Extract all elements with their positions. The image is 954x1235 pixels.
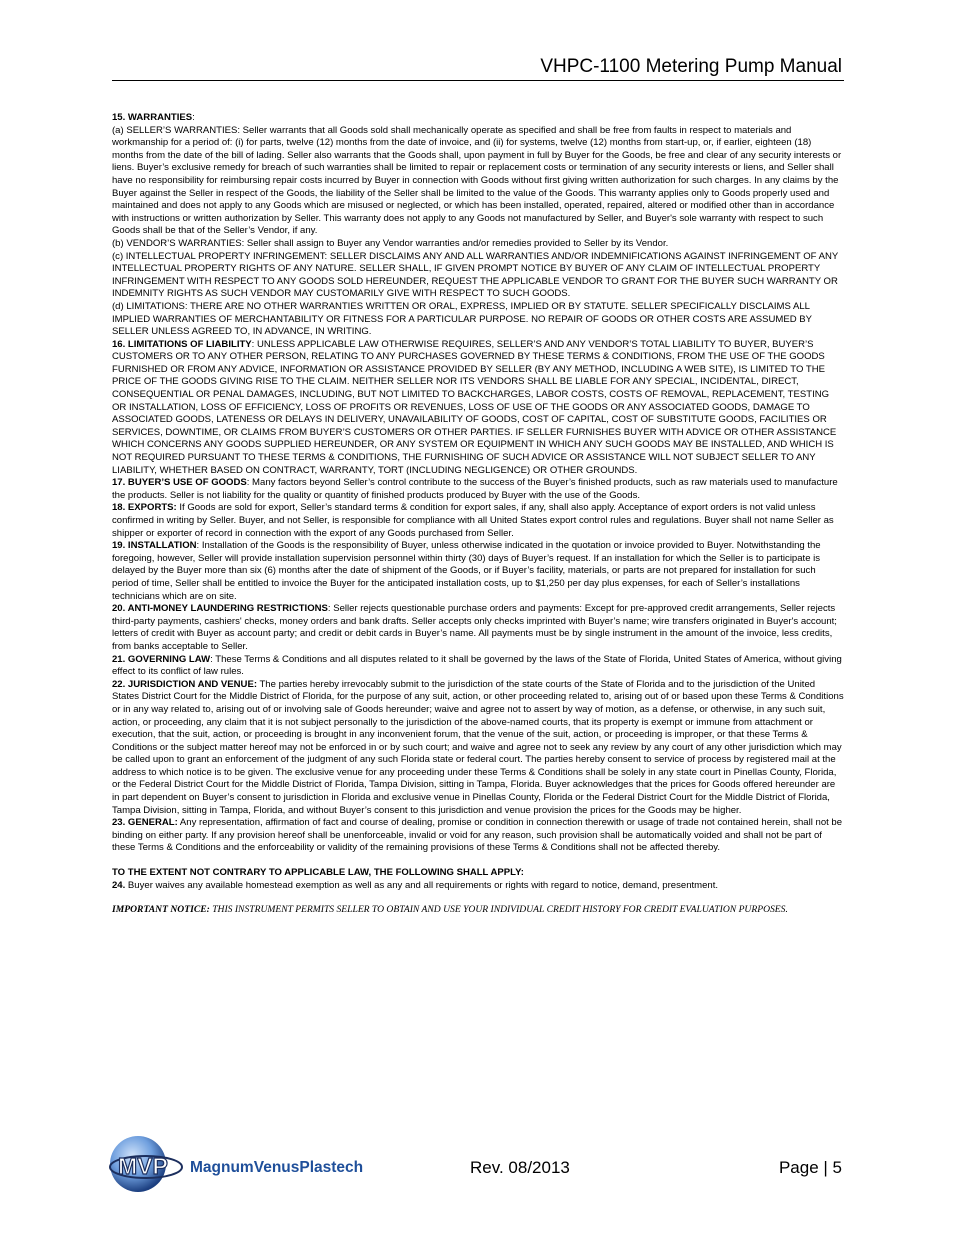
section-21-text: : These Terms & Conditions and all disputes related to it shall be governed by the laws of the State of Florida, United States of America, without giving effect to its conflict of law rules. [112, 653, 842, 678]
section-23-text: Any representation, affirmation of fact and course of dealing, promise or condition in connection therewith or usage of trade not contained herein, shall not be binding on either party. If any provision hereof shall be unenforceable, invalid or void for any reason, such provision shall be automatically voided and shall not be part of these Terms & Conditions and the enforceability or validity of the remaining provisions of these Terms & Conditions shall not be affected thereby. [112, 817, 843, 854]
section-21-heading: 21. GOVERNING LAW [112, 653, 211, 665]
logo-company-name: MagnumVenusPlastech [190, 1159, 364, 1176]
section-19-heading: 19. INSTALLATION [112, 540, 197, 552]
section-17-heading: 17. BUYER’S USE OF GOODS [112, 477, 247, 489]
section-15b: (b) VENDOR’S WARRANTIES: Seller shall assign to Buyer any Vendor warranties and/or remedies provided to Seller by its Vendor. [112, 237, 669, 249]
section-20 [112, 603, 844, 653]
document-title: VHPC-1100 Metering Pump Manual [540, 56, 842, 77]
logo-letters: MVP [118, 1153, 168, 1179]
important-notice [112, 904, 844, 917]
section-24-heading: 24. [112, 879, 126, 891]
section-16-heading: 16. LIMITATIONS OF LIABILITY [112, 338, 252, 350]
section-15d: (d) LIMITATIONS: THERE ARE NO OTHER WARRANTIES WRITTEN OR ORAL, EXPRESS, IMPLIED OR BY STATUTE. SELLER SPECIFICALLY DISCLAIMS ALL IMPLIED WARRANTIES OF MERCHANTABILITY OR FITNESS FOR A PARTICULAR PURPOSE. NO REPAIR OF GOODS OR OTHER COSTS ARE ASSUMED BY SELLER UNLESS AGREED TO, IN ADVANCE, IN WRITING. [112, 300, 812, 338]
section-22-heading: 22. JURISDICTION AND VENUE: [112, 678, 257, 690]
section-23-heading: 23. GENERAL: [112, 817, 178, 829]
section-15-heading: 15. WARRANTIES: [112, 112, 195, 123]
company-logo [108, 1134, 398, 1196]
section-24-text: Buyer waives any available homestead exemption as well as any and all requirements or rights with regard to notice, demand, presentment. [125, 879, 719, 891]
section-20-heading: 20. ANTI-MONEY LAUNDERING RESTRICTIONS [112, 603, 328, 615]
section-19-text: : Installation of the Goods is the responsibility of Buyer, unless otherwise indicated in the quotation or invoice provided to Buyer. Notwithstanding the foregoing, however, Seller will provide installation supervision personnel within thirty (30) days of Buyer’s request. If an installation for which the Seller is to participate is delayed by the Buyer more than six (6) months after the date of shipment of the Goods, or if Buyer’s facility, materials, or parts are not prepared for installation for such period of time, Seller shall be entitled to invoice the Buyer for the anticipated installation costs, up to $1,250 per day plus expenses, for each of Seller’s installations technicians which are on site. [112, 540, 821, 602]
section-22-text: The parties hereby irrevocably submit to the jurisdiction of the state courts of the State of Florida and to the jurisdiction of the United States District Court for the Middle District of Florida, for the purpose of any suit, action, or other proceeding related to, arising out of or based upon these Terms & Conditions or in any way related to, arising out of or involving sale of Goods hereunder; waive and agree not to assert by way of motion, as a defense, or otherwise, in any such suit, action, or proceeding, any claim that it is not subject personally to the jurisdiction of the above-named courts, that its property is exempt or immune from attachment or execution, that the suit, action, or proceeding is brought in any inconvenient forum, that the venue of the suit, action, or proceeding is improper, or that these Terms & Conditions or the subject matter hereof may not be enforced in or by such court; and waive and agree not to seek any review by any court of any other jurisdiction which may be called upon to grant an enforcement of the judgment of any such Florida state or federal court. The parties hereby consent to service of process by registered mail at the address to which notice is to be given. The exclusive venue for any proceeding under these Terms & Conditions shall be solely in any state court in Pinellas County, Florida, or the Federal District Court for the Middle District of Florida, Tampa Division, sitting in Tampa, Florida. Buyer acknowledges that the prices for Goods offered hereunder are in part dependent on Buyer’s consent to jurisdiction in Florida and exclusive venue in Pinellas County, Florida or the Federal District Court for the Middle District of Florida, Tampa Division, sitting in Tampa, Florida, and without Buyer’s consent to this jurisdiction and venue provision the prices for the Goods may be higher. [112, 678, 844, 816]
revision-date: Rev. 08/2013 [470, 1158, 570, 1177]
section-18-text: If Goods are sold for export, Seller’s standard terms & condition for export sales, if any, shall also apply. Acceptance of export orders is not valid unless confirmed in writing by Seller. Buyer, and not Seller, is responsible for compliance with all United States export control rules and regulations. Buyer shall not name Seller as shipper or exporter of record in connection with the export of any Goods purchased from Seller. [112, 502, 834, 539]
page-number: Page | 5 [778, 1158, 842, 1177]
section-23 [112, 817, 844, 855]
section-19 [112, 540, 844, 603]
header-divider [112, 80, 844, 81]
section-16-text: : UNLESS APPLICABLE LAW OTHERWISE REQUIRES, SELLER’S AND ANY VENDOR’S TOTAL LIABILITY TO BUYER, BUYER’S CUSTOMERS OR TO ANY OTHER PERSON, RELATING TO ANY PURCHASES GOVERNED BY THESE TERMS & CONDITIONS, FROM THE USE OF THE GOODS FURNISHED OR FROM ANY ADVICE, INFORMATION OR ASSISTANCE PROVIDED BY SELLER (BY ANY METHOD, INCLUDING A WEB SITE), IS LIMITED TO THE PRICE OF THE GOODS GIVING RISE TO THE CLAIM. NEITHER SELLER NOR ITS VENDORS SHALL BE LIABLE FOR ANY SPECIAL, INCIDENTAL, DIRECT, CONSEQUENTIAL OR PENAL DAMAGES, INCLUDING, BUT NOT LIMITED TO BACKCHARGES, LABOR COSTS, COSTS OF REMOVAL, REPLACEMENT, TESTING OR INSTALLATION, LOSS OF EFFICIENCY, LOSS OF PROFITS OR REVENUES, LOSS OF USE OF THE GOODS OR ANY ASSOCIATED GOODS, DAMAGE TO ASSOCIATED GOODS, LATENESS OR DELAYS IN DELIVERY, UNAVAILABILITY OF GOODS, COST OF CAPITAL, COST OF SUBSTITUTE GOODS, FACILITIES OR SERVICES, DOWNTIME, OR CLAIMS FROM BUYER’S CUSTOMERS OR OTHER PARTIES. IF SELLER FURNISHES BUYER WITH ADVICE OR OTHER ASSISTANCE WHICH CONCERNS ANY GOODS SUPPLIED HEREUNDER, OR ANY SYSTEM OR EQUIPMENT IN WHICH ANY SUCH GOODS MAY BE INSTALLED, AND WHICH IS NOT REQUIRED PURSUANT TO THESE TERMS & CONDITIONS, THE FURNISHING OF SUCH ADVICE OR ASSISTANCE WILL NOT SUBJECT SELLER TO ANY LIABILITY, WHETHER BASED ON CONTRACT, WARRANTY, TORT (INCLUDING NEGLIGENCE) OR OTHER GROUNDS. [112, 338, 837, 476]
important-notice-text: THIS INSTRUMENT PERMITS SELLER TO OBTAIN AND USE YOUR INDIVIDUAL CREDIT HISTORY FOR CREDIT EVALUATION PURPOSES. [209, 904, 788, 916]
applicable-law-heading: TO THE EXTENT NOT CONTRARY TO APPLICABLE LAW, THE FOLLOWING SHALL APPLY: [112, 867, 524, 879]
section-15c: (c) INTELLECTUAL PROPERTY INFRINGEMENT: SELLER DISCLAIMS ANY AND ALL WARRANTIES AND/OR INDEMNIFICATIONS AGAINST INFRINGEMENT OF ANY INTELLECTUAL PROPERTY RIGHTS OF ANY NATURE. SELLER SHALL, IF GIVEN PROMPT NOTICE BY BUYER OF ANY CLAIM OF INTELLECTUAL PROPERTY INFRINGEMENT WITH RESPECT TO ANY GOODS SOLD HEREUNDER, REQUEST THE APPLICABLE VENDOR TO GRANT FOR THE BUYER SUCH WARRANTY OR INDEMNITY RIGHTS AS SUCH VENDOR MAY CUSTOMARILY GIVE WITH RESPECT TO SUCH GOODS. [112, 250, 839, 300]
section-18-heading: 18. EXPORTS: [112, 502, 177, 514]
section-22 [112, 679, 844, 818]
section-24 [112, 880, 844, 893]
spacer [112, 855, 844, 867]
section-20-text: : Seller rejects questionable purchase orders and payments: Except for pre-approved credit arrangements, Seller rejects third-party payments, cashiers' checks, money orders and bank drafts. Seller accepts only checks imprinted with Buyer’s name; wire transfers originated in Buyer's account; letters of credit with Buyer as account party; and credit or debit cards in Buyer’s name. All payments must be by single instrument in the amount of the invoice, less credits, from banks acceptable to Seller. [112, 603, 837, 652]
spacer [112, 892, 844, 904]
important-notice-heading: IMPORTANT NOTICE: [112, 904, 210, 916]
section-15a: (a) SELLER’S WARRANTIES: Seller warrants that all Goods sold shall mechanically operate as specified and shall be free from faults in respect to materials and workmanship for a period of: (i) for parts, twelve (12) months from the date of invoice, and (ii) for systems, twelve (12) months from start-up, or, if earlier, eighteen (18) months from the date of the bill of lading. Seller also warrants that the Goods shall, upon payment in full by Buyer for the Goods, be free and clear of any security interests or liens. Buyer’s exclusive remedy for breach of such warranties shall be limited to repair or replacement costs or termination of any security interests or liens, and Seller shall have no responsibility for reimbursing repair costs incurred by Buyer in connection with Goods without first giving written authorization for such charges. In any claims by the Buyer against the Seller in respect of the Goods, the liability of the Seller shall be limited to the value of the Goods. This warranty applies only to Goods properly used and maintained and does not apply to any Goods which are misused or neglected, or which has been installed, operated, repaired, altered or modified other than in accordance with instructions or written authorization by Seller. This warranty does not apply to any Goods not manufactured by Seller, and Buyer's sole warranty with respect to such Goods shall be that of the Seller’s Vendor, if any. [112, 124, 842, 237]
section-16 [112, 339, 844, 478]
section-21 [112, 654, 844, 679]
section-18 [112, 502, 844, 540]
section-17 [112, 477, 844, 502]
section-17-text: : Many factors beyond Seller’s control contribute to the success of the Buyer’s finished products, such as raw materials used to manufacture the products. Seller is not liability for the quality or quantity of finished products produced by Buyer with the use of the Goods. [112, 477, 838, 501]
terms-body [112, 112, 844, 917]
